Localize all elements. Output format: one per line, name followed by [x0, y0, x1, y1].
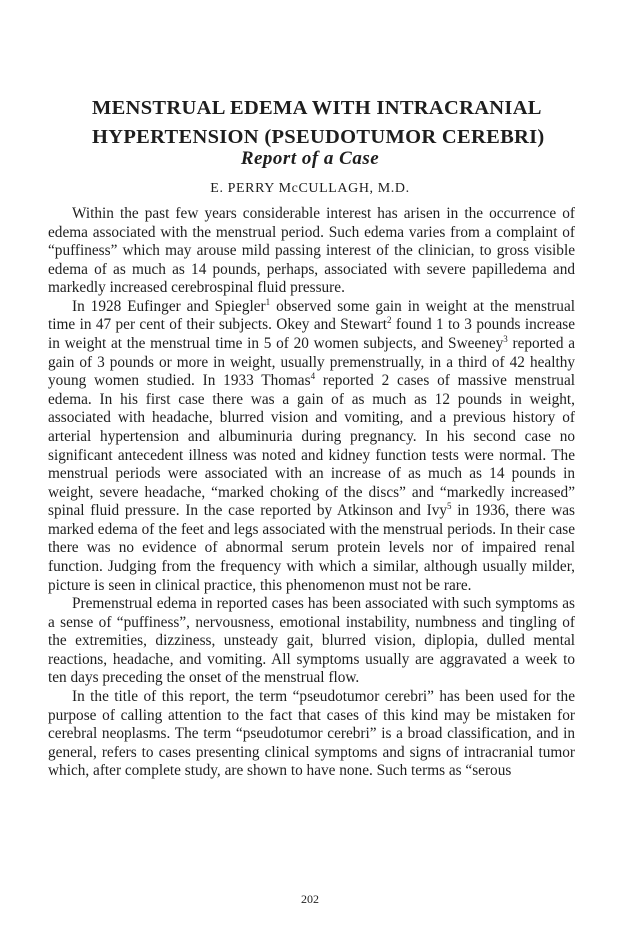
- paragraph-1: Within the past few years considerable interest has arisen in the occurrence of edema associated with the menstrual period. Such edema varies from a complaint of “puffiness” which may arouse mild passing interest of the clinician, to gross visible edema of as much as 14 pounds, perhaps, associated with severe papilledema and markedly increased cerebrospinal fluid pressure.: [48, 205, 575, 297]
- paragraph-2: [48, 298, 575, 595]
- title-line-1: MENSTRUAL EDEMA WITH INTRACRANIAL: [92, 97, 542, 119]
- reference-marker-1: 1: [265, 296, 271, 307]
- article-body: [48, 205, 575, 781]
- paragraph-3: Premenstrual edema in reported cases has been associated with such symptoms as a sense of “puffiness”, nervousness, emotional instability, numbness and tingling of the extremities, dizziness, unsteady gait, blurred vision, diplopia, dulled mental reactions, headache, and vomiting. All symptoms usually are aggravated a week to ten days preceding the onset of the menstrual flow.: [48, 595, 575, 687]
- article-subtitle: Report of a Case: [240, 148, 380, 169]
- title-line-2: HYPERTENSION (PSEUDOTUMOR CEREBRI): [92, 126, 545, 148]
- reference-marker-4: 4: [310, 371, 316, 382]
- paragraph-2-text-a: In 1928 Eufinger and Spiegler: [72, 297, 266, 315]
- reference-marker-3: 3: [503, 334, 508, 345]
- paragraph-2-text-b: observed some gain in weight at the menstrual time in 47 per cent of their subjects. Okey and Stewart: [48, 297, 575, 334]
- paragraph-2-text-e: reported 2 cases of massive menstrual edema. In his first case there was a gain of as much as 12 pounds in weight, associated with headache, blurred vision and vomiting, and a previous history of arterial hypertension and albuminuria during pregnancy. In his second case no significant antecedent illness was noted and kidney function tests were normal. The menstrual periods were associated with an increase of as much as 14 pounds in weight, severe headache, “marked choking of the discs” and “markedly increased” spinal fluid pressure. In the case reported by Atkinson and Ivy: [48, 372, 575, 520]
- paragraph-2-text-f: in 1936, there was marked edema of the feet and legs associated with the menstrual periods. In their case there was no evidence of abnormal serum protein levels nor of impaired renal function. Judging from the frequency with which a similar, although usually milder, picture is seen in clinical practice, this phenomenon must not be rare.: [48, 502, 575, 594]
- paragraph-2-text-c: found 1 to 3 pounds increase in weight at the menstrual time in 5 of 20 women subjects, and Sweeney: [48, 316, 575, 353]
- author-byline: E. PERRY McCULLAGH, M.D.: [210, 181, 410, 196]
- reference-marker-5: 5: [447, 501, 452, 512]
- paragraph-2-text-d: reported a gain of 3 pounds or more in weight, usually premenstrually, in a third of 42 healthy young women studied. In 1933 Thomas: [48, 335, 575, 390]
- paragraph-4: In the title of this report, the term “pseudotumor cerebri” has been used for the purpose of calling attention to the fact that cases of this kind may be mistaken for cerebral neoplasms. The term “pseudotumor cerebri” is a broad classification, and in general, refers to cases presenting clinical symptoms and signs of intracranial tumor which, after complete study, are shown to have none. Such terms as “serous: [48, 688, 575, 780]
- article-title: [92, 94, 552, 152]
- reference-marker-2: 2: [387, 315, 392, 326]
- page-number: 202: [301, 892, 319, 906]
